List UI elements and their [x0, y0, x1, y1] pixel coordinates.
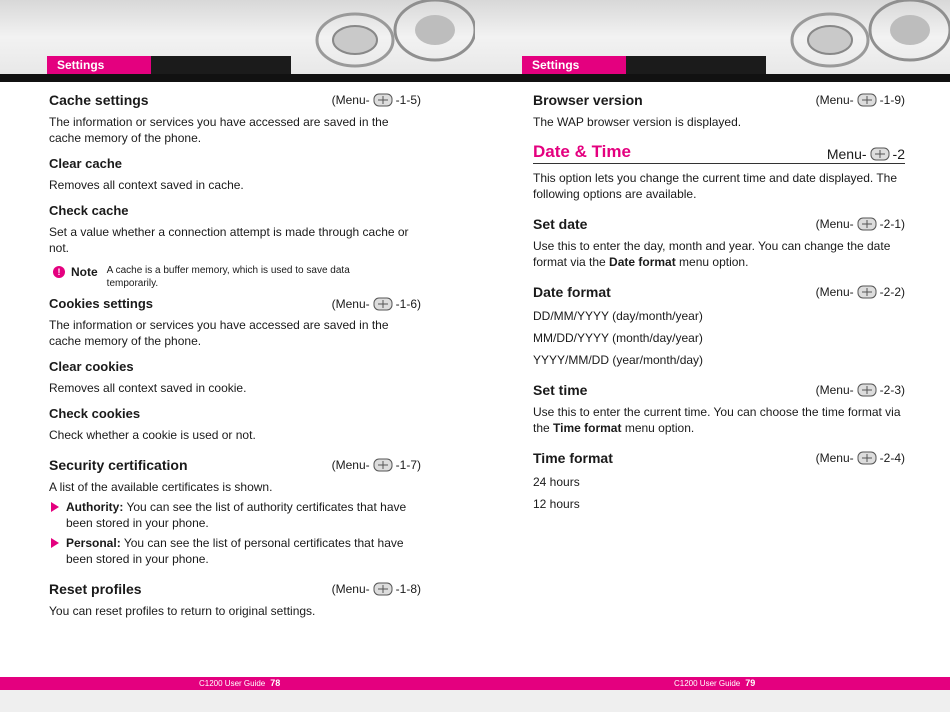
desc-bold: Time format: [553, 421, 622, 435]
triangle-bullet-icon: [51, 502, 59, 512]
footer-strip: [0, 690, 475, 712]
bullet-label: Personal:: [66, 536, 121, 550]
datetime-title: Date & Time: [533, 142, 631, 161]
bullet-text: You can see the list of authority certificates that have been stored in your phone.: [66, 500, 407, 530]
menu-prefix: (Menu-: [331, 582, 370, 596]
left-content: [49, 92, 421, 619]
triangle-bullet-icon: [51, 538, 59, 548]
menu-suffix: -1-5): [395, 93, 421, 107]
bullet-text: You can see the list of personal certificates that have been stored in your phone.: [66, 536, 404, 566]
browser-title: Browser version: [533, 92, 643, 108]
security-heading: [49, 457, 421, 473]
menu-path: [827, 146, 905, 162]
settime-heading: [533, 382, 905, 398]
cache-settings-heading: [49, 92, 421, 108]
list-item: 12 hours: [533, 497, 580, 511]
check-cookies-desc: Check whether a cookie is used or not.: [49, 428, 256, 442]
clear-cache-desc: Removes all context saved in cache.: [49, 178, 244, 192]
reset-desc: You can reset profiles to return to original settings.: [49, 604, 316, 618]
menu-prefix: (Menu-: [331, 93, 370, 107]
setdate-title: Set date: [533, 216, 588, 232]
footer-strip: [475, 690, 950, 712]
menu-prefix: (Menu-: [815, 383, 854, 397]
menu-path: [332, 93, 421, 107]
dateformat-title: Date format: [533, 284, 611, 300]
menu-suffix: -1-8): [395, 582, 421, 596]
menu-prefix: (Menu-: [815, 285, 854, 299]
datetime-desc: This option lets you change the current time and date displayed. The following options are available.: [533, 171, 898, 201]
menu-suffix: -1-6): [395, 296, 421, 311]
menu-path: [332, 458, 421, 472]
menu-path: [816, 217, 905, 231]
clear-cookies-title: Clear cookies: [49, 359, 134, 374]
menu-path: [332, 582, 421, 596]
desc-bold: Date format: [609, 255, 676, 269]
menu-suffix: -1-7): [395, 458, 421, 472]
security-desc: A list of the available certificates is shown.: [49, 480, 273, 494]
menu-prefix: (Menu-: [331, 296, 370, 311]
list-item: MM/DD/YYYY (month/day/year): [533, 331, 703, 345]
note-label: Note: [71, 265, 98, 279]
menu-prefix: (Menu-: [815, 217, 854, 231]
bullet-item: [49, 499, 421, 531]
cache-settings-title: Cache settings: [49, 92, 149, 108]
menu-path: [816, 93, 905, 107]
menu-key-icon: [372, 297, 394, 311]
menu-suffix: -2-4): [879, 451, 905, 465]
footer-label: [674, 677, 755, 690]
clear-cookies-desc: Removes all context saved in cookie.: [49, 381, 247, 395]
check-cache-desc: Set a value whether a connection attempt is made through cache or not.: [49, 225, 409, 255]
timeformat-heading: [533, 450, 905, 466]
header-bar: [0, 74, 475, 82]
footer-label: [199, 677, 280, 690]
cache-desc: The information or services you have accessed are saved in the cache memory of the phone.: [49, 115, 389, 145]
page-number: 78: [270, 678, 281, 688]
menu-path: [816, 383, 905, 397]
menu-key-icon: [869, 147, 891, 161]
check-cache-title: Check cache: [49, 203, 129, 218]
settime-desc: [533, 404, 905, 436]
settime-title: Set time: [533, 382, 588, 398]
setdate-heading: [533, 216, 905, 232]
menu-path: [816, 285, 905, 299]
menu-prefix: (Menu-: [331, 458, 370, 472]
header-bar: [475, 74, 950, 82]
footer-guide: C1200 User Guide: [674, 679, 741, 688]
header-dark-block: [625, 56, 766, 74]
phone-illustration-icon: [770, 0, 950, 74]
menu-prefix: (Menu-: [815, 93, 854, 107]
note-box: [49, 264, 421, 290]
right-page: [475, 0, 950, 712]
menu-prefix: Menu-: [826, 146, 867, 162]
exclamation-icon: !: [53, 266, 65, 278]
timeformat-title: Time format: [533, 450, 613, 466]
datetime-heading: [533, 142, 905, 164]
menu-key-icon: [856, 383, 878, 397]
header-dark-block: [150, 56, 291, 74]
cookies-settings-title: Cookies settings: [49, 296, 154, 311]
desc-text: Use this to enter the current time. You can choose the time format via the: [533, 405, 901, 435]
bullet-label: Authority:: [66, 500, 124, 514]
menu-key-icon: [372, 458, 394, 472]
desc-text: menu option.: [675, 255, 749, 269]
browser-desc: The WAP browser version is displayed.: [533, 115, 742, 129]
cookies-settings-heading: [49, 296, 421, 311]
menu-key-icon: [372, 93, 394, 107]
list-item: DD/MM/YYYY (day/month/year): [533, 309, 703, 323]
menu-key-icon: [372, 582, 394, 596]
page-number: 79: [745, 678, 756, 688]
menu-path: [332, 297, 421, 311]
menu-suffix: -2-3): [879, 383, 905, 397]
menu-prefix: (Menu-: [815, 451, 854, 465]
note-text: A cache is a buffer memory, which is used to save data temporarily.: [106, 265, 350, 289]
reset-heading: [49, 581, 421, 597]
menu-key-icon: [856, 285, 878, 299]
setdate-desc: [533, 238, 905, 270]
check-cookies-title: Check cookies: [49, 406, 141, 421]
bullet-item: [49, 535, 421, 567]
menu-key-icon: [856, 451, 878, 465]
menu-key-icon: [856, 217, 878, 231]
list-item: 24 hours: [533, 475, 580, 489]
right-content: [533, 92, 905, 512]
reset-title: Reset profiles: [49, 581, 142, 597]
menu-key-icon: [856, 93, 878, 107]
menu-path: [816, 451, 905, 465]
phone-illustration-icon: [295, 0, 475, 74]
menu-suffix: -2-1): [879, 217, 905, 231]
menu-suffix: -2-2): [879, 285, 905, 299]
desc-text: Use this to enter the day, month and year. You can change the date format via the: [533, 239, 891, 269]
menu-suffix: -1-9): [879, 93, 905, 107]
list-item: YYYY/MM/DD (year/month/day): [533, 353, 704, 367]
cookies-desc: The information or services you have accessed are saved in the cache memory of the phone.: [49, 318, 389, 348]
browser-heading: [533, 92, 905, 108]
security-title: Security certification: [49, 457, 188, 473]
dateformat-heading: [533, 284, 905, 300]
desc-text: menu option.: [621, 421, 695, 435]
section-tab: Settings: [522, 56, 626, 74]
menu-suffix: -2: [892, 146, 905, 162]
clear-cache-title: Clear cache: [49, 156, 122, 171]
section-tab: Settings: [47, 56, 151, 74]
footer-guide: C1200 User Guide: [199, 679, 266, 688]
